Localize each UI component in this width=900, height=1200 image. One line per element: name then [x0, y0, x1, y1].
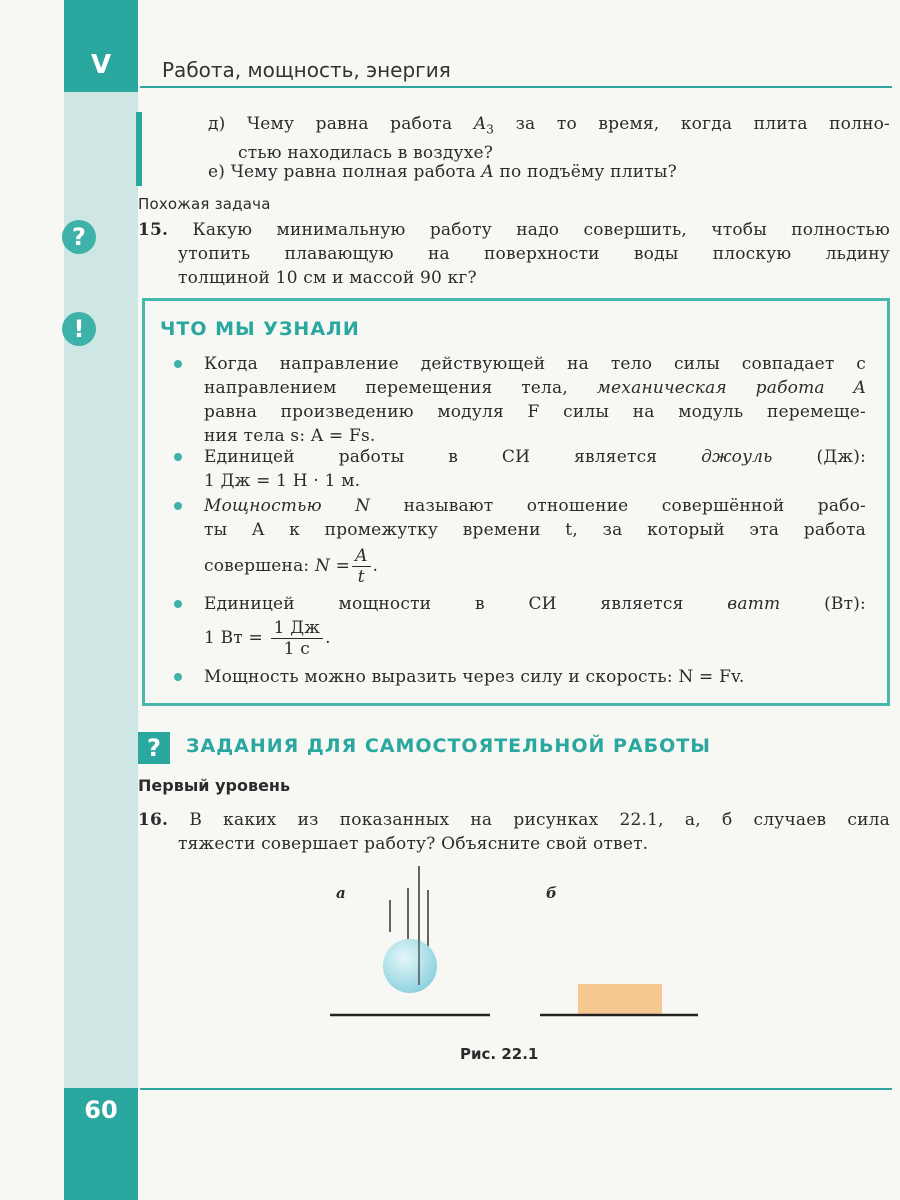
task-16: [138, 808, 890, 856]
learned-item-3-text: называют отношение совершённой рабо-: [370, 496, 866, 516]
learned-item-2-unit: (Дж):: [772, 447, 866, 467]
similar-task-label: Похожая задача: [138, 195, 271, 213]
learned-item-4-line2: [204, 618, 866, 659]
bullet-5: [174, 673, 182, 681]
watt-formula-fraction: [271, 618, 323, 659]
question-d-line2: стью находилась в воздухе?: [238, 143, 494, 164]
question-d: [208, 112, 890, 165]
watt-formula-denominator: 1 с: [283, 639, 310, 659]
task-15-line3: толщиной 10 см и массой 90 кг?: [178, 268, 477, 288]
learned-item-1-term: механическая работа A: [596, 378, 866, 398]
power-formula-numerator: A: [352, 546, 370, 567]
page-number: 60: [84, 1096, 118, 1124]
watt-formula-lhs: 1 Вт =: [204, 628, 263, 648]
question-e: [208, 160, 890, 184]
power-formula-denominator: t: [357, 567, 365, 587]
learned-item-4-term: ватт: [727, 594, 781, 614]
question-e-text-post: по подъёму плиты?: [493, 162, 677, 182]
task-15-number: 15.: [138, 220, 169, 240]
exclamation-icon: !: [62, 312, 96, 346]
task-15-line1-text: Какую минимальную работу надо совершить, чтобы полностью: [192, 220, 890, 240]
learned-item-2-text: Единицей работы в СИ является: [204, 447, 702, 467]
page-sidebar: [64, 0, 138, 1200]
learned-item-4-text: Единицей мощности в СИ является: [204, 594, 728, 614]
learned-item-3-line3-text: совершена:: [204, 556, 315, 576]
figure-label-b: б: [546, 884, 557, 902]
bullet-2: [174, 453, 182, 461]
learned-item-2-line2: 1 Дж = 1 Н · 1 м.: [204, 471, 361, 491]
bullet-4: [174, 600, 182, 608]
task-15-line2: утопить плавающую на поверхности воды плоскую льдину: [178, 244, 890, 264]
task-16-line1: [138, 808, 890, 832]
learned-item-2-term: джоуль: [701, 447, 773, 467]
learned-item-3-line1: [204, 494, 866, 518]
question-d-letter: д): [208, 114, 226, 134]
watt-formula-numerator: 1 Дж: [271, 618, 323, 639]
falling-ball: [383, 939, 437, 993]
learned-item-1-line1: Когда направление действующей на тело силы совпадает с: [204, 354, 866, 374]
learned-item-3: [204, 494, 866, 587]
task-16-line1-text: В каких из показанных на рисунках 22.1, а, б случаев сила: [189, 810, 890, 830]
question-mark-icon: ?: [62, 220, 96, 254]
learned-item-4-unit: (Вт):: [780, 594, 866, 614]
task-16-number: 16.: [138, 810, 169, 830]
learned-item-3-line2: ты A к промежутку времени t, за который эта работа: [204, 520, 866, 540]
box-on-ground: [578, 984, 662, 1015]
task-15-line1: [138, 218, 890, 242]
question-d-line1: [208, 112, 890, 141]
question-d-var: A: [473, 114, 487, 134]
task-16-line2: тяжести совершает работу? Объясните свой ответ.: [178, 834, 649, 854]
level-title: Первый уровень: [138, 776, 291, 795]
footer-divider: [140, 1088, 892, 1090]
learned-item-5: Мощность можно выразить через силу и скорость: N = Fv.: [204, 667, 745, 687]
learned-item-1-line3: равна произведению модуля F силы на модуль перемеще-: [204, 402, 866, 422]
question-e-var: A: [481, 162, 494, 182]
what-we-learned-title: ЧТО МЫ УЗНАЛИ: [160, 318, 360, 340]
learned-item-1-line2-text: направлением перемещения тела,: [204, 378, 597, 398]
learned-item-1: [204, 352, 866, 448]
power-formula-lhs: N =: [314, 556, 351, 576]
figure-22-1: [320, 860, 720, 1040]
question-e-letter: е): [208, 162, 226, 182]
tasks-question-icon: ?: [138, 732, 170, 764]
figure-label-a: а: [336, 884, 346, 902]
learned-item-2: [204, 445, 866, 493]
learned-item-4-line1: [204, 592, 866, 616]
learned-item-1-line4: ния тела s: A = Fs.: [204, 426, 376, 446]
bullet-1: [174, 360, 182, 368]
learned-item-3-line3: [204, 546, 866, 587]
question-d-text-pre: Чему равна работа: [246, 114, 474, 134]
tasks-section-title: ЗАДАНИЯ ДЛЯ САМОСТОЯТЕЛЬНОЙ РАБОТЫ: [186, 735, 711, 757]
question-d-text-post: за то время, когда плита полно-: [494, 114, 890, 134]
learned-item-4: [204, 592, 866, 659]
power-formula-end: .: [372, 556, 379, 576]
bullet-3: [174, 502, 182, 510]
task-15: [138, 218, 890, 290]
question-e-text-pre: Чему равна полная работа: [230, 162, 482, 182]
learned-item-1-line2: [204, 376, 866, 400]
watt-formula-end: .: [325, 628, 331, 648]
header-divider: [140, 86, 892, 88]
question-d-sub: 3: [486, 122, 495, 137]
chapter-title: Работа, мощность, энергия: [162, 58, 451, 82]
learned-item-2-line1: [204, 445, 866, 469]
chapter-numeral: V: [64, 0, 138, 92]
question-block-bar: [136, 112, 142, 186]
power-formula-fraction: [352, 546, 370, 587]
figure-caption: Рис. 22.1: [460, 1045, 539, 1063]
learned-item-3-term: Мощностью N: [204, 496, 371, 516]
